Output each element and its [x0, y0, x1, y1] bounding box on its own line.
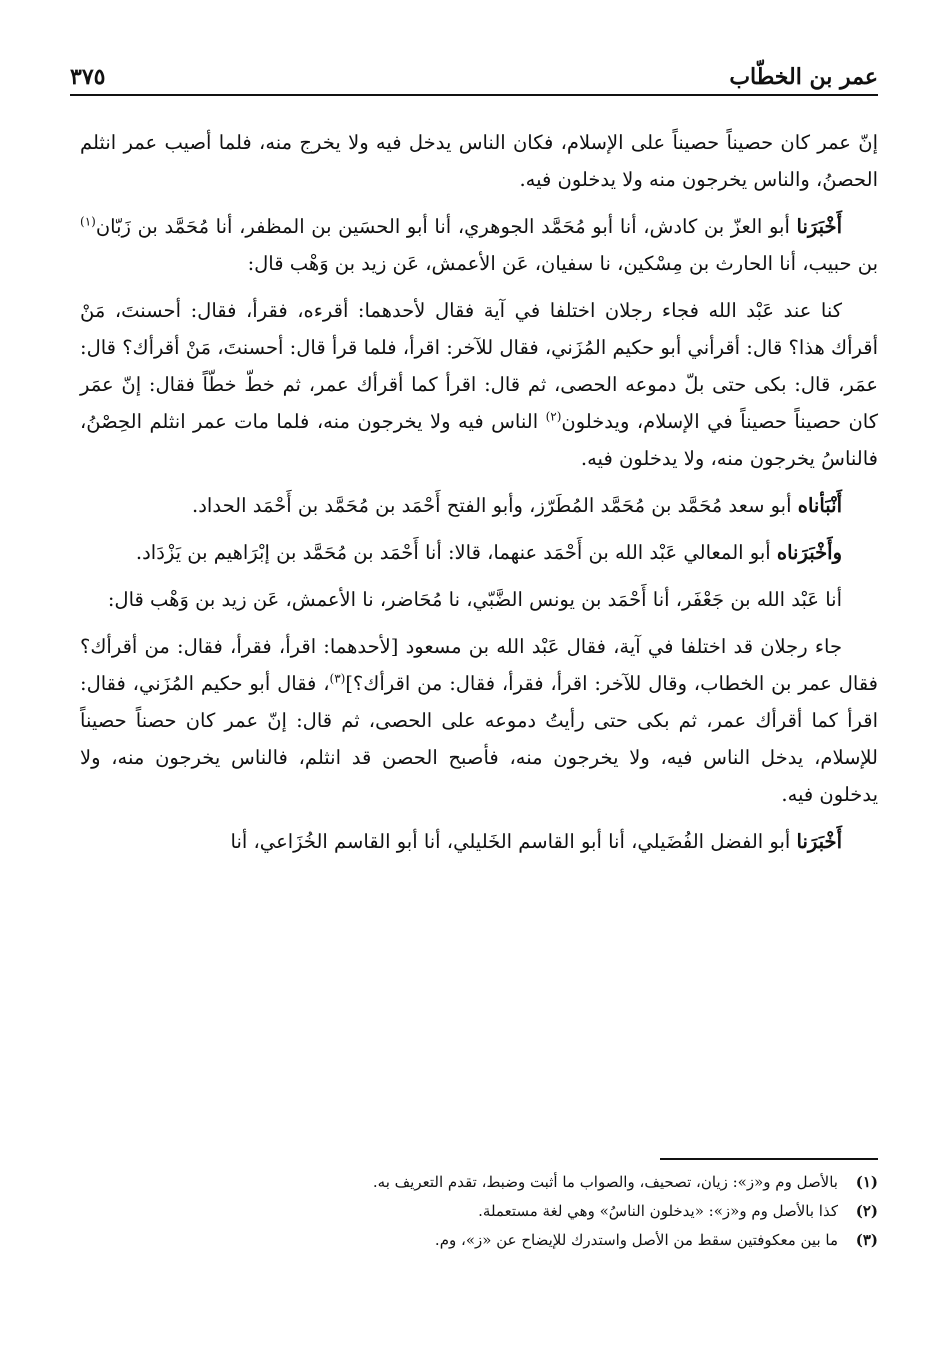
- paragraph-text: أبو الفضل الفُضَيلي، أنا أبو القاسم الخَليلي، أنا أبو القاسم الخُزَاعي، أنا: [230, 830, 797, 853]
- footnotes: [80, 1168, 878, 1255]
- footnote-1: [80, 1168, 878, 1197]
- paragraph-2: [80, 208, 878, 282]
- paragraph-text: أنا عَبْد الله بن جَعْفَر، أنا أَحْمَد بن يونس الضَّبّي، نا مُحَاضر، نا الأعمش، عَن زيد بن وَهْب قال:: [107, 588, 842, 611]
- footnote-number: (٣): [855, 1231, 878, 1249]
- page-header: [70, 60, 878, 96]
- footnote-2: [80, 1197, 878, 1226]
- paragraph-6: [80, 581, 878, 618]
- footnote-number: (٢): [855, 1202, 878, 1220]
- footnote-3: [80, 1226, 878, 1255]
- running-title: عمر بن الخطّاب: [729, 64, 878, 90]
- paragraph-text-b: ، فقال أبو حكيم المُزَني، فقال: اقرأ كما أقرأك عمر، ثم بكى حتى رأيتُ دموعه على الحصى، ثم قال: إنّ عمر كان حصناً حصيناً للإسلام، يدخل الناس فيه، ولا يخرجون منه، فأصبح الحصن قد انثلم، فالناس يخرجون منه، ولا يدخلون فيه.: [80, 672, 878, 806]
- paragraph-text: أبو المعالي عَبْد الله بن أَحْمَد عنهما، قالا: أنا أَحْمَد بن مُحَمَّد بن إبْرَاهيم بن يَزْدَاد.: [135, 541, 777, 564]
- page-number: ٣٧٥: [70, 64, 106, 90]
- paragraph-text: إنّ عمر كان حصيناً حصيناً على الإسلام، فكان الناس يدخل فيه ولا يخرج منه، فلما أصيب عمر انثلم الحصنُ، والناس يخرجون منه ولا يدخلون فيه.: [80, 131, 878, 191]
- paragraph-text-a: أبو العزّ بن كادش، أنا أبو مُحَمَّد الجوهري، أنا أبو الحسَين بن المظفر، أنا مُحَمَّد بن زَبّان: [95, 215, 797, 238]
- paragraph-text-a: كنا عند عَبْد الله فجاء رجلان اختلفا في آية فقال لأحدهما: أقرءه، فقرأ، فقال: أحسنتَ، مَنْ أقرأك هذا؟ قال: أقرأني أبو حكيم المُزَني، فقال للآخر: اقرأ، فلما قرأ قال: أحسنتَ، مَنْ أقرأك؟ قال: عمَر، قال: بكى حتى بلّ دموعه الحصى، ثم قال: اقرأ كما أقرأك عمر، ثم خطّ خطّاً فقال: إنّ عمَر كان حصيناً حصيناً في الإسلام، ويدخلون: [80, 299, 878, 433]
- paragraph-1: [80, 124, 878, 198]
- paragraph-text: أبو سعد مُحَمَّد بن مُحَمَّد المُطَرّز، وأبو الفتح أَحْمَد بن مُحَمَّد بن أَحْمَد الحداد.: [192, 494, 798, 517]
- footnote-ref-1[interactable]: (١): [80, 214, 96, 229]
- footnote-text: بالأصل وم و«ز»: زيان، تصحيف، والصواب ما أثبت وضبط، تقدم التعريف به.: [372, 1173, 838, 1191]
- footnote-ref-2[interactable]: (٢): [545, 409, 562, 424]
- paragraph-text-b: الناس فيه ولا يخرجون منه، فلما مات عمر انثلم الحِصْنُ، فالناسُ يخرجون منه، ولا يدخلون فيه.: [80, 410, 878, 470]
- narration-lead: أَخْبَرَنا: [796, 830, 842, 853]
- paragraph-4: [80, 487, 878, 524]
- narration-lead: وأَخْبَرَناه: [776, 541, 842, 564]
- footnote-ref-3[interactable]: (٣): [329, 671, 346, 686]
- narration-lead: أَنْبَأناه: [797, 494, 842, 517]
- footnote-text: كذا بالأصل وم و«ز»: «يدخلون الناسُ» وهي لغة مستعملة.: [478, 1202, 838, 1220]
- narration-lead: أَخْبَرَنا: [796, 215, 842, 238]
- paragraph-text-b: بن حبيب، أنا الحارث بن مِسْكين، نا سفيان، عَن الأعمش، عَن زيد بن وَهْب قال:: [247, 252, 878, 275]
- paragraph-8: [80, 823, 878, 860]
- footnote-text: ما بين معكوفتين سقط من الأصل واستدرك للإيضاح عن «ز»، وم.: [434, 1231, 838, 1249]
- paragraph-7: [80, 628, 878, 813]
- footnote-divider: [660, 1158, 878, 1160]
- paragraph-3: [80, 292, 878, 477]
- paragraph-5: [80, 534, 878, 571]
- body-text: [80, 124, 878, 870]
- paragraph-text-a: جاء رجلان قد اختلفا في آية، فقال عَبْد الله بن مسعود [لأحدهما: اقرأ، فقرأ، فقال: من أقرأك؟ فقال عمر بن الخطاب، وقال للآخر: اقرأ، فقرأ، فقال: من اقرأك؟]: [80, 635, 879, 695]
- footnote-number: (١): [855, 1173, 878, 1191]
